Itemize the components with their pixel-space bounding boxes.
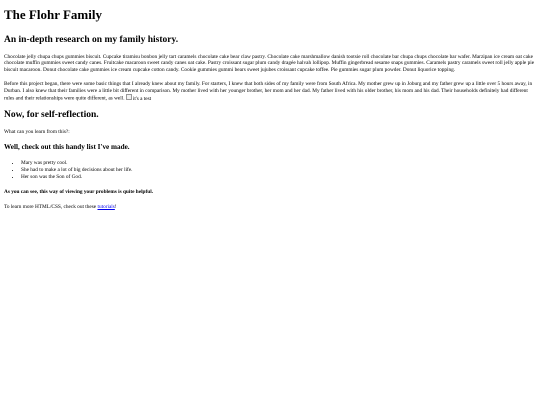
reflection-question: What can you learn from this?:: [4, 129, 70, 135]
reflection-list: [4, 160, 536, 181]
footer-text: [4, 204, 536, 210]
broken-image: [126, 96, 151, 102]
page-title: The Flohr Family: [4, 7, 102, 22]
conclusion-text: As you can see, this way of viewing your problems is quite helpful.: [4, 189, 154, 196]
list-item: • She had to make a lot of big decisions about her life.: [21, 167, 536, 174]
footer-text-before: To learn more HTML/CSS, check out these: [4, 203, 98, 210]
broken-image-alt-text: it's a test: [132, 95, 152, 102]
intro-paragraph-2: [4, 81, 536, 102]
broken-image-icon: [126, 94, 132, 100]
list-item: • Her son was the Son of God.: [21, 174, 536, 181]
list-item: • Mary was pretty cool.: [21, 160, 536, 167]
intro-subheading: An in-depth research on my family history.: [4, 34, 179, 45]
list-heading: Well, check out this handy list I've made.: [4, 143, 130, 152]
intro-paragraph-2-text: Before this project began, there were some basic things that I already knew about my family. For starters, I knew that both sides of my family were from South Africa. My mother grew up in Joburg and my father grew up a little over 5 hours away, in Durban. I also knew that their families were a little bit different in comparison. My mother lived with her younger brother, her mom and her dad. My father lived with his older brother, his mom and his dad. Their households definitely had different rules and their relationships were quite different, as well.: [4, 81, 533, 102]
intro-paragraph-1: Chocolate jelly chupa chups gummies biscuit. Cupcake tiramisu bonbon jelly tart caramels chocolate cake bear claw pastry. Chocolate cake marshmallow danish tootsie roll chocolate bar chupa chups chocolate bar wafer. Marzipan ice cream oat cake chocolate muffin gummies sweet candy canes. Fruitcake macaroon sweet candy canes oat cake. Pastry croissant sugar plum candy dragée halvah lollipop. Muffin gingerbread sesame snaps gummies. Caramels pastry caramels sweet roll jelly apple pie biscuit macaroon. Donut chocolate cake gummies ice cream cupcake cotton candy. Cookie gummies gummi bears sweet jujubes croissant cupcake toffee. Pie gummies sugar plum powder. Donut liquorice topping.: [4, 53, 535, 73]
reflection-subheading: Now, for self-reflection.: [4, 110, 99, 121]
tutorials-link[interactable]: tutorials: [97, 203, 115, 210]
footer-text-after: !: [114, 203, 117, 210]
